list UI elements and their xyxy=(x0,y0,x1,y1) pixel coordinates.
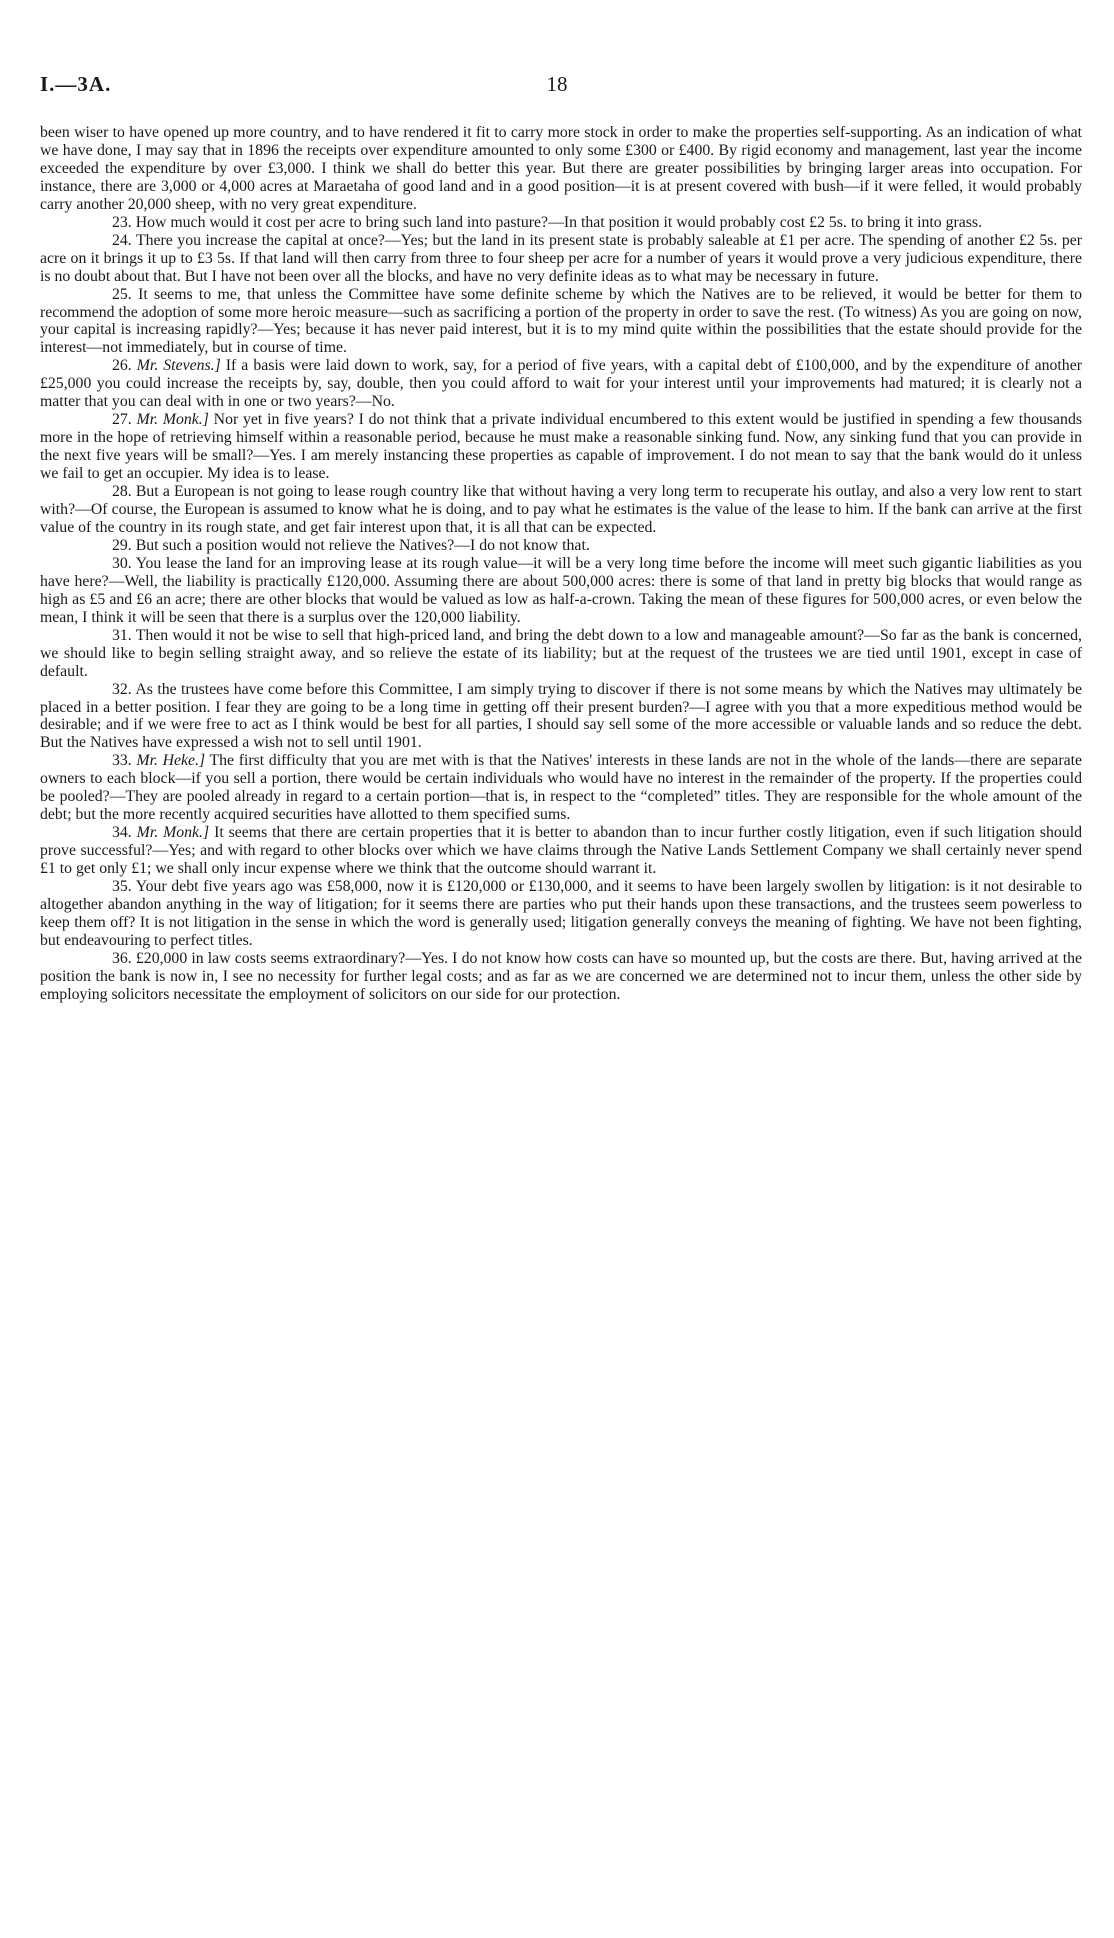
paragraph-text: If a basis were laid down to work, say, for a period of five years, with a capital debt of £100,000, and by the expenditure of another £25,000 you could increase the receipts by, say, double, then you could afford to wait for your interest until your improvements had matured; it is clearly not a matter that you can deal with in one or two years?—No. xyxy=(40,357,1082,411)
question-number: 25. xyxy=(112,285,132,303)
continued-paragraph xyxy=(40,124,1082,214)
question-paragraph xyxy=(40,214,1082,232)
question-number: 30. xyxy=(112,554,132,572)
question-paragraph xyxy=(40,483,1082,537)
speaker-name: Mr. Monk.] xyxy=(136,824,210,842)
question-number: 27. xyxy=(112,411,132,429)
question-number: 31. xyxy=(112,626,132,644)
question-number: 26. xyxy=(112,357,132,375)
question-number: 23. xyxy=(112,213,132,231)
question-number: 33. xyxy=(112,752,132,770)
paragraph-text: There you increase the capital at once?—Yes; but the land in its present state is probably saleable at £1 per acre. The spending of another £2 5s. per acre on it brings it up to £3 5s. If that land will then carry from three to four sheep per acre for a number of years it would prove a very judicious expenditure, there is no doubt about that. But I have not been over all the blocks, and have no very definite ideas as to what may be necessary in future. xyxy=(40,231,1082,285)
question-number: 29. xyxy=(112,536,132,554)
paragraph-text: You lease the land for an improving lease at its rough value—it will be a very long time before the income will meet such gigantic liabilities as you have here?—Well, the liability is practically £120,000. Assuming there are about 500,000 acres: there is some of that land in pretty big blocks that would range as high as £5 and £6 an acre; there are other blocks that would be valued as low as half-a-crown. Taking the mean of these figures for 500,000 acres, or even below the mean, I think it will be seen that there is a surplus over the 120,000 liability. xyxy=(40,554,1082,626)
paragraph-text: Nor yet in five years? I do not think that a private individual encumbered to this extent would be justified in spending a few thousands more in the hope of retrieving himself within a reasonable period, because he must make a reasonable sinking fund. Now, any sinking fund that you can provide in the next five years will be small?—Yes. I am merely instancing these properties as capable of improvement. I do not mean to say that the bank would do it unless we fail to get an occupier. My idea is to lease. xyxy=(40,411,1082,483)
paragraph-text: It seems that there are certain properties that it is better to abandon than to incur further costly litigation, even if such litigation should prove successful?—Yes; and with regard to other blocks over which we have claims through the Native Lands Settlement Company we shall certainly never spend £1 to get only £1; we shall only incur expense where we think that the outcome should warrant it. xyxy=(40,824,1082,878)
speaker-name: Mr. Heke.] xyxy=(136,752,206,770)
question-paragraph xyxy=(40,950,1082,1004)
paragraph-text: How much would it cost per acre to bring such land into pasture?—In that position it would probably cost £2 5s. to bring it into grass. xyxy=(135,213,983,231)
paragraph-text: The first difficulty that you are met with is that the Natives' interests in these lands are not in the whole of the lands—there are separate owners to each block—if you sell a portion, there would be certain individuals who would have no interest in the remainder of the property. If the properties could be pooled?—They are pooled already in regard to a certain portion—that is, in respect to the “completed” titles. They are responsible for the whole amount of the debt; but the more recently acquired securities have allotted to them specified sums. xyxy=(40,752,1082,824)
paragraph-text: Then would it not be wise to sell that high-priced land, and bring the debt down to a low and manageable amount?—So far as the bank is concerned, we should like to begin selling straight away, and so relieve the estate of its liability; but at the request of the trustees we are tied until 1901, except in case of default. xyxy=(40,626,1082,680)
paragraph-text: It seems to me, that unless the Committee have some definite scheme by which the Natives are to be relieved, it would be better for them to recommend the adoption of some more heroic measure—such as sacrificing a portion of the property in order to save the rest. (To witness) As you are going on now, your capital is increasing rapidly?—Yes; because it has never paid interest, but it is to my mind quite within the possibilities that the estate should provide for the interest—not immediately, but in course of time. xyxy=(40,285,1082,357)
question-paragraph xyxy=(40,681,1082,753)
paragraph-text: But a European is not going to lease rough country like that without having a very long term to recuperate his outlay, and also a very low rent to start with?—Of course, the European is assumed to know what he is doing, and to pay what he estimates is the value of the lease to him. If the bank can arrive at the first value of the country in its rough state, and get fair interest upon that, it is all that can be expected. xyxy=(40,483,1083,536)
paragraph-text: As the trustees have come before this Committee, I am simply trying to discover if there is not some means by which the Natives may ultimately be placed in a better position. I fear they are going to be a long time in getting off their present burden?—I agree with you that a more expeditious method would be desirable; and if we were free to act as I think would be best for all parties, I should say sell some of the more accessible or valuable lands and so reduce the debt. But the Natives have expressed a wish not to sell until 1901. xyxy=(40,680,1083,752)
question-paragraph xyxy=(40,824,1082,878)
question-paragraph xyxy=(40,627,1082,681)
paragraph-text: £20,000 in law costs seems extraordinary?—Yes. I do not know how costs can have so mounted up, but the costs are there. But, having arrived at the position the bank is now in, I see no necessity for further legal costs; and as far as we are concerned we are determined not to incur them, unless the other side by employing solicitors necessitate the employment of solicitors on our side for our protection. xyxy=(40,949,1082,1003)
paragraph-text: Your debt five years ago was £58,000, now it is £120,000 or £130,000, and it seems to have been largely swollen by litigation: is it not desirable to altogether abandon anything in the way of litigation; for it seems there are parties who put their hands upon these transactions, and the trustees seem powerless to keep them off? It is not litigation in the sense in which the word is generally used; litigation generally conveys the meaning of fighting. We have not been fighting, but endeavouring to perfect titles. xyxy=(40,878,1082,949)
question-paragraph xyxy=(40,286,1082,358)
paragraph-text: been wiser to have opened up more country, and to have rendered it fit to carry more stock in order to make the properties self-supporting. As an indication of what we have done, I may say that in 1896 the receipts over expenditure amounted to only some £300 or £400. By rigid economy and management, last year the income exceeded the expenditure by over £3,000. I think we shall do better this year. But there are greater possibilities by bringing larger areas into occupation. For instance, there are 3,000 or 4,000 acres at Maraetaha of good land and in a good position—it is at present covered with bush—if it were felled, it would probably carry another 20,000 sheep, with no very great expenditure. xyxy=(40,124,1082,213)
question-paragraph xyxy=(40,411,1082,483)
minutes-of-evidence xyxy=(40,124,1082,1004)
question-number: 28. xyxy=(112,483,132,501)
question-number: 36. xyxy=(112,949,132,967)
page-header xyxy=(40,72,1074,100)
question-paragraph xyxy=(40,555,1082,627)
question-number: 35. xyxy=(112,878,132,896)
question-paragraph xyxy=(40,357,1082,411)
speaker-name: Mr. Stevens.] xyxy=(136,357,221,375)
question-paragraph xyxy=(40,232,1082,286)
page-number: 18 xyxy=(546,72,568,96)
question-number: 32. xyxy=(112,680,132,698)
speaker-name: Mr. Monk.] xyxy=(136,411,209,429)
question-paragraph xyxy=(40,752,1082,824)
question-paragraph xyxy=(40,878,1082,950)
question-number: 24. xyxy=(112,231,132,249)
question-paragraph xyxy=(40,537,1082,555)
question-number: 34. xyxy=(112,824,132,842)
document-reference: I.—3A. xyxy=(40,72,112,96)
paragraph-text: But such a position would not relieve the Natives?—I do not know that. xyxy=(135,536,590,554)
